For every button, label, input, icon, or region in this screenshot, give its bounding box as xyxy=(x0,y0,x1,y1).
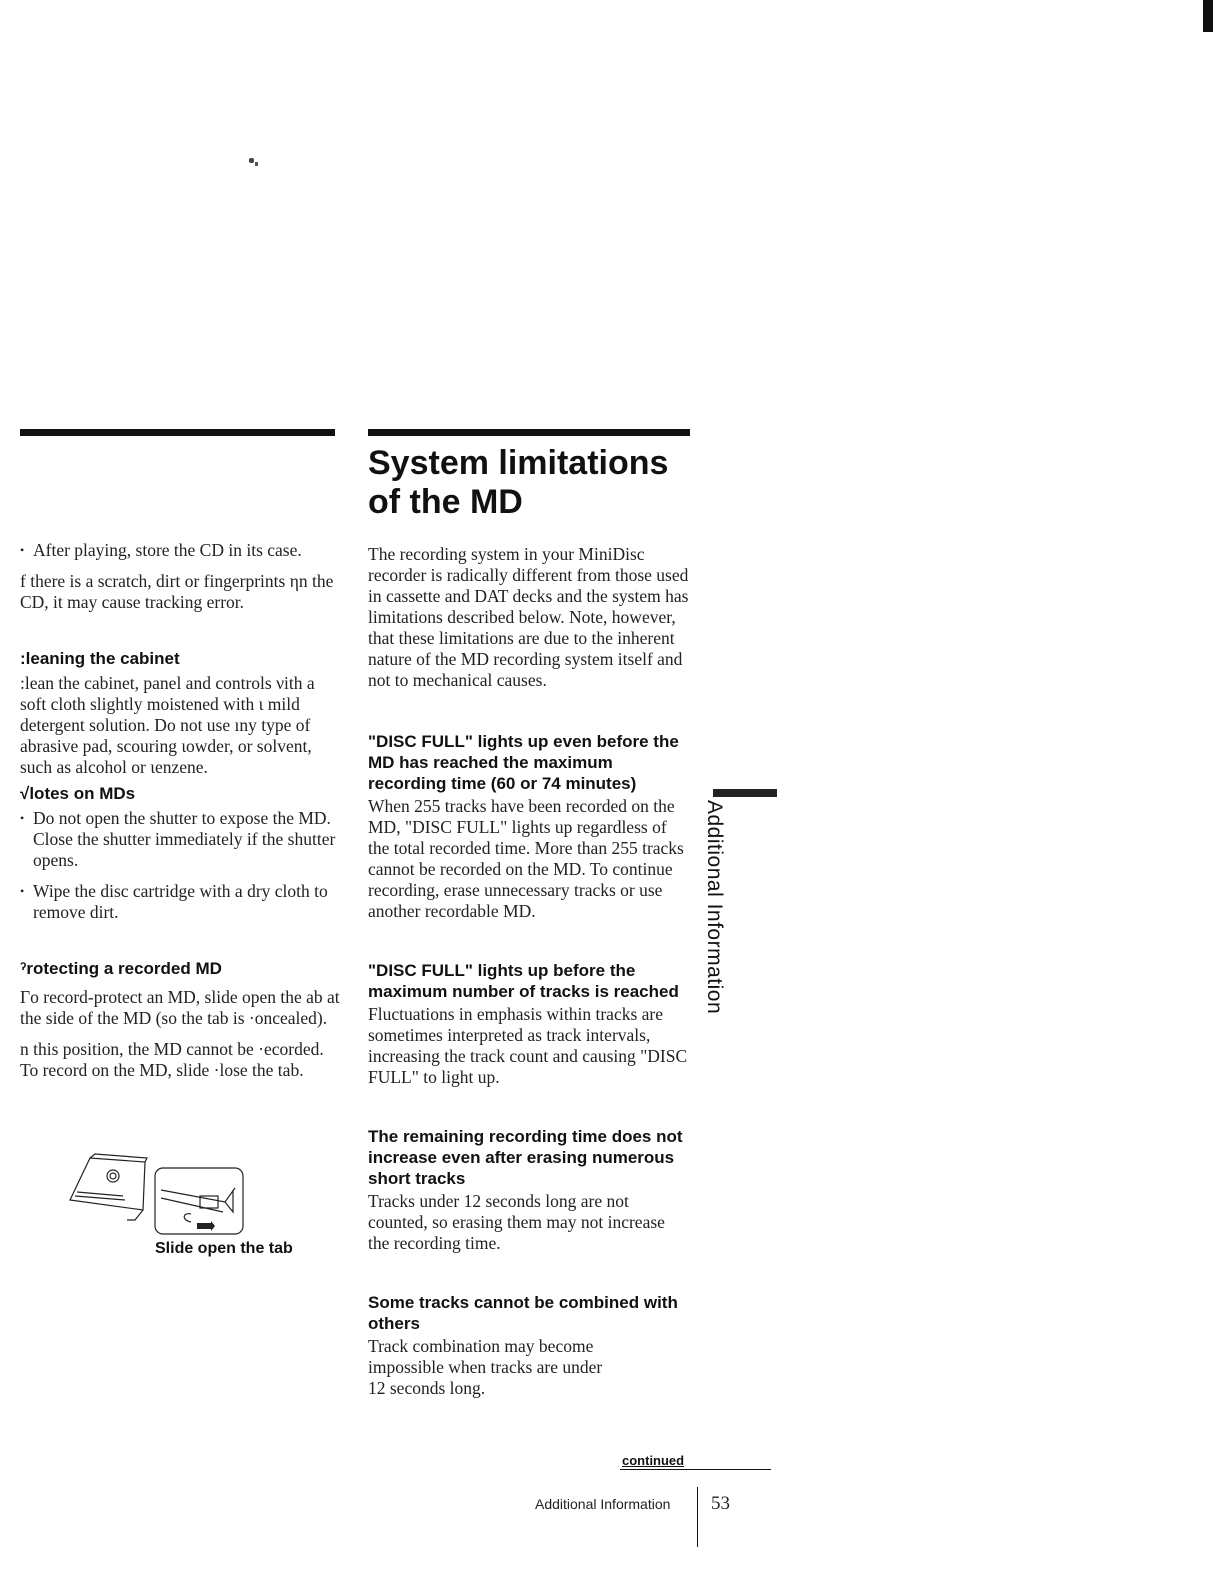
continued-label: continued xyxy=(622,1453,685,1468)
side-tab-label: Additional Information xyxy=(703,800,726,1015)
side-tab-marker xyxy=(713,789,777,797)
section-text: Fluctuations in emphasis within tracks are sometimes interpreted as track intervals, increasing the track count and causing "DISC FULL" to light up. xyxy=(368,1004,688,1087)
intro-paragraph: f there is a scratch, dirt or fingerprints ηn the CD, it may cause tracking error. xyxy=(20,571,334,612)
list-item xyxy=(20,881,342,923)
intro-paragraph: The recording system in your MiniDisc recorder is radically different from those used in cassette and DAT decks and the system has limitations described below. Note, however, that these limitations are due to the inherent nature of the MD recording system itself and not to mechanical causes. xyxy=(368,544,689,690)
section-heading: "DISC FULL" lights up before the maximum number of tracks is reached xyxy=(368,961,679,1001)
scan-mark xyxy=(1203,0,1213,32)
section xyxy=(368,960,690,1088)
section xyxy=(368,1292,690,1399)
bullet-mark: • xyxy=(20,811,25,825)
page-number: 53 xyxy=(711,1493,730,1514)
protecting-paragraph: Γo record-protect an MD, slide open the ab at the side of the MD (so the tab is ·oncealed). xyxy=(20,987,340,1028)
page-title: System limitations of the MD xyxy=(368,444,669,521)
cleaning-heading: :leaning the cabinet xyxy=(20,649,180,668)
section-text: Track combination may become impossible when tracks are under 12 seconds long. xyxy=(368,1336,603,1398)
list-item xyxy=(20,540,342,561)
intro-bullet-text: After playing, store the CD in its case. xyxy=(33,540,302,560)
left-section-rule xyxy=(20,429,335,436)
footer-section-label: Additional Information xyxy=(535,1496,671,1512)
section-text: When 255 tracks have been recorded on the MD, "DISC FULL" lights up regardless of the total recorded time. More than 255 tracks cannot be recorded on the MD. To continue recording, erase unnecessary tracks or use another recordable MD. xyxy=(368,796,684,921)
notes-heading: √lotes on MDs xyxy=(20,784,136,803)
section-heading: "DISC FULL" lights up even before the MD has reached the maximum recording time (60 or 74 minutes) xyxy=(368,732,679,793)
section-heading: Some tracks cannot be combined with others xyxy=(368,1293,678,1333)
right-column xyxy=(368,444,690,1399)
footer-divider xyxy=(697,1487,698,1547)
section-text: Tracks under 12 seconds long are not counted, so erasing them may not increase the recording time. xyxy=(368,1191,665,1253)
protecting-paragraph: n this position, the MD cannot be ·ecorded. To record on the MD, slide ·lose the tab. xyxy=(20,1039,324,1080)
figure-caption: Slide open the tab xyxy=(155,1240,293,1257)
bullet-mark: • xyxy=(20,884,25,898)
scan-speck xyxy=(255,162,258,166)
continued-rule xyxy=(620,1469,771,1470)
arrow-left-icon xyxy=(197,1221,215,1231)
scan-speck xyxy=(249,158,254,163)
bullet-mark: • xyxy=(20,543,25,557)
md-tab-illustration xyxy=(65,1150,255,1240)
right-section-rule xyxy=(368,429,690,436)
protecting-heading: ˀrotecting a recorded MD xyxy=(20,959,222,978)
section-heading: The remaining recording time does not increase even after erasing numerous short tracks xyxy=(368,1127,683,1188)
cleaning-paragraph: :lean the cabinet, panel and controls νith a soft cloth slightly moistened with ι mild detergent solution. Do not use ıny type of abrasive pad, scouring ιowder, or solvent, such as alcohol or ιenzene. xyxy=(20,673,315,777)
list-item xyxy=(20,808,342,871)
notes-bullet-text: Do not open the shutter to expose the MD. Close the shutter immediately if the shutter opens. xyxy=(33,808,336,870)
left-column xyxy=(20,540,342,1091)
section xyxy=(368,731,690,922)
section xyxy=(368,1126,690,1254)
notes-bullet-text: Wipe the disc cartridge with a dry cloth to remove dirt. xyxy=(33,881,328,922)
